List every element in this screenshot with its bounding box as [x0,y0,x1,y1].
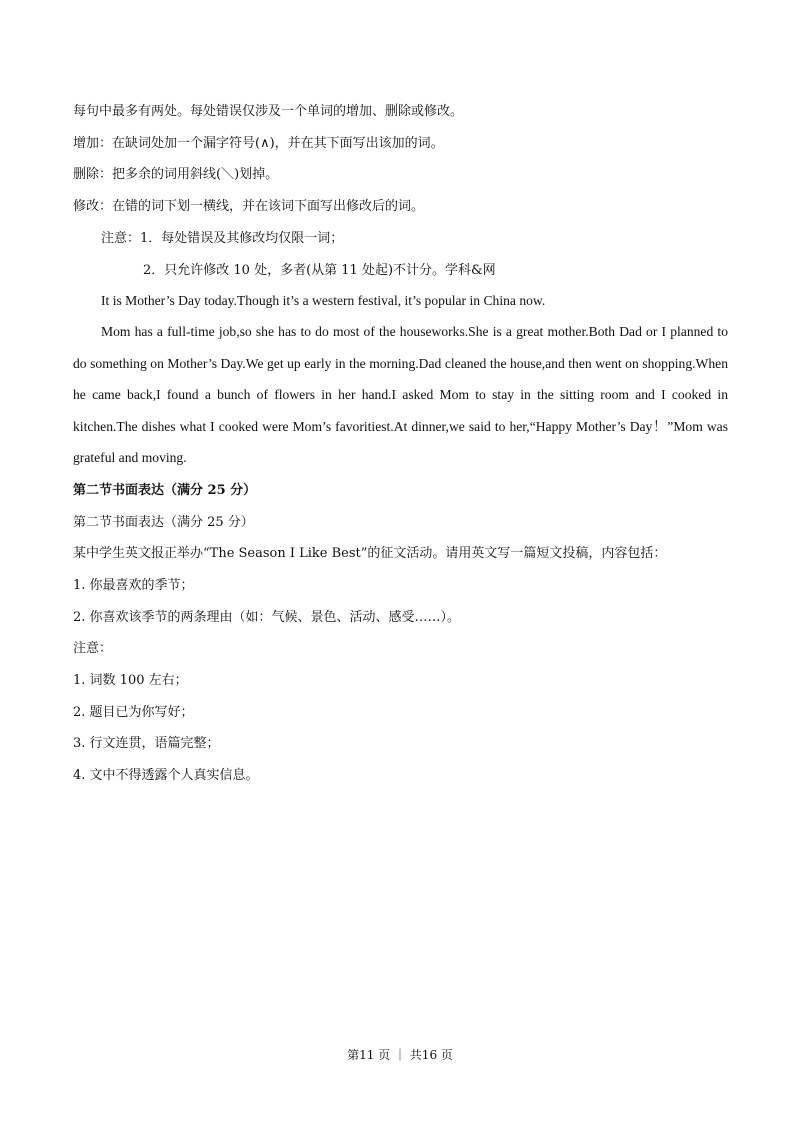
passage-paragraph-2: Mom has a full-time job,so she has to do most of the houseworks.She is a great mother.Both Dad or I planned to do something on Mother’s Day.We get up early in the morning.Dad cleaned the house,and then went on shopping.When he came back,I found a bunch of flowers in her hand.I asked Mom to stay in the sitting room and I cooked in kitchen.The dishes what I cooked were Mom’s favoritiest.At dinner,we said to her,“Happy Mother’s Day！”Mom was grateful and moving. [73,324,728,465]
section-heading: 第二节书面表达（满分 25 分） [73,515,254,530]
instruction-rule: 每句中最多有两处。每处错误仅涉及一个单词的增加、删除或修改。 [73,104,464,119]
note-item-4: 4. 文中不得透露个人真实信息。 [73,768,259,783]
note-item-2: 2. 题目已为你写好； [73,705,194,720]
prompt-item-2: 2. 你喜欢该季节的两条理由（如：气候、景色、活动、感受……）。 [73,610,461,625]
instruction-delete: 删除：把多余的词用斜线(＼)划掉。 [73,167,279,182]
notes-label: 注意： [73,641,113,656]
section-heading-bold: 第二节书面表达（满分 25 分） [73,483,257,498]
prompt-item-1: 1. 你最喜欢的季节； [73,578,194,593]
writing-prompt: 某中学生英文报正举办“The Season I Like Best”的征文活动。请用英文写一篇短文投稿，内容包括： [73,546,667,561]
instruction-modify: 修改：在错的词下划一横线，并在该词下面写出修改后的词。 [73,199,425,214]
passage-paragraph-1: It is Mother’s Day today.Though it’s a western festival, it’s popular in China now. [101,293,546,308]
note-item-1: 1. 词数 100 左右； [73,673,188,688]
instruction-add: 增加：在缺词处加一个漏字符号(∧)，并在其下面写出该加的词。 [73,136,444,151]
note-item-3: 3. 行文连贯，语篇完整； [73,736,220,751]
instruction-note-1: 注意：1．每处错误及其修改均仅限一词； [101,231,344,246]
instruction-note-2: 2．只允许修改 10 处，多者(从第 11 处起)不计分。学科&网 [143,263,496,278]
page-footer: 第11 页 ｜ 共16 页 [347,1048,453,1062]
